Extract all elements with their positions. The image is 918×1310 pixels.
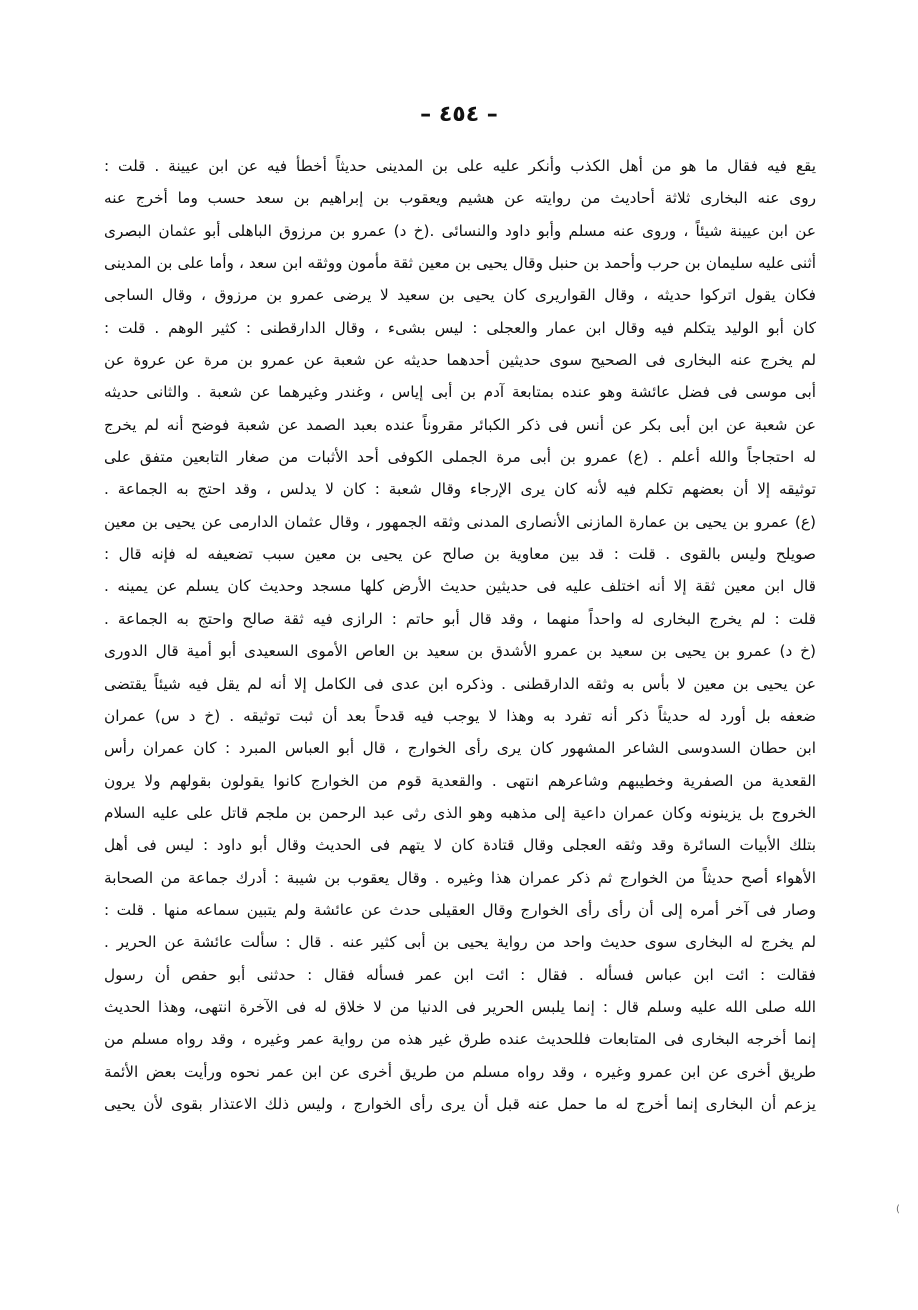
text-line: الخروج بل يزينونه وكان عمران داعية إلى مذهبه وهو الذى رثى عبد الرحمن بن ملجم قاتل على عليه السلام <box>104 803 816 822</box>
text-line: أثنى عليه سليمان بن حرب وأحمد بن حنبل وقال يحيى بن معين ثقة مأمون ووثقه ابن سعد ، وأما على بن المدينى <box>104 254 816 273</box>
text-line: قال ابن معين ثقة إلا أنه اختلف عليه فى حديثين حديث الأرض كلها مسجد وحديث كان يسلم عن يمينه . <box>104 577 816 596</box>
text-line: فكان يقول اتركوا حديثه ، وقال القواريرى كان يحيى بن سعيد لا يرضى عمرو بن مرزوق ، وقال الساجى <box>104 286 816 305</box>
text-line: (خ د) عمرو بن يحيى بن سعيد بن عمرو الأشدق بن سعيد بن العاص الأموى السعيدى أبو أمية قال الدورى <box>104 642 816 661</box>
text-line: له احتجاجاً والله أعلم . (ع) عمرو بن أبى مرة الجملى الكوفى أحد الأثبات من صغار التابعين متفق على <box>104 448 816 467</box>
text-line: القعدية من الصفرية وخطيبهم وشاعرهم انتهى . والقعدية قوم من الخوارج كانوا يقولون بقولهم ولا يرون <box>104 771 816 790</box>
text-line: روى عنه البخارى ثلاثة أحاديث من روايته عن هشيم ويعقوب بن إبراهيم بن سعد حسب وما أخرج عنه <box>104 189 816 208</box>
text-line: يزعم أن البخارى إنما أخرج له ما حمل عنه قبل أن يرى رأى الخوارج ، وليس ذلك الاعتذار بقوى لأن يحيى <box>104 1094 816 1113</box>
text-line: وصار فى آخر أمره إلى أن رأى رأى الخوارج وقال العقيلى حدث عن عائشة ولم يتبين سماعه منها . قلت : <box>104 900 816 919</box>
text-line: صويلح وليس بالقوى . قلت : قد بين معاوية بن صالح عن يحيى بن معين سبب تضعيفه له فإنه قال : <box>104 545 816 564</box>
margin-mark: ( <box>896 1204 900 1215</box>
text-line: قلت : لم يخرج البخارى له واحداً منهما ، وقد قال أبو حاتم : الرازى فيه ثقة صالح واحتج به الجماعة . <box>104 609 816 628</box>
text-line: إنما أخرجه البخارى فى المتابعات فللحديث عنده طرق غير هذه من رواية عمر وغيره ، وقد رواه مسلم من <box>104 1030 816 1049</box>
text-line: لم يخرج له البخارى سوى حديث واحد من رواية يحيى بن أبى كثير عنه . قال : سألت عائشة عن الحرير . <box>104 933 816 952</box>
text-line: ضعفه بل أورد له حديثاً ذكر أنه تفرد به وهذا لا يوجب فيه قدحاً بعد أن ثبت توثيقه . (خ د س) عمران <box>104 706 816 725</box>
text-line: فقالت : ائت ابن عباس فسأله . فقال : ائت ابن عمر فسأله فقال : حدثنى أبو حفص أن رسول <box>104 965 816 984</box>
text-line: كان أبو الوليد يتكلم فيه وقال ابن عمار والعجلى : ليس بشىء ، وقال الدارقطنى : كثير الوهم . قلت : <box>104 318 816 337</box>
text-line: أبى موسى فى فضل عائشة وهو عنده بمتابعة آدم بن أبى إياس ، وغندر وغيرهما عن شعبة . والثانى حديثه <box>104 383 816 402</box>
text-line: الله صلى الله عليه وسلم قال : إنما يلبس الحرير فى الدنيا من لا خلاق له فى الآخرة انتهى، وهذا الحديث <box>104 997 816 1016</box>
text-line: عن ابن عيينة شيئاً ، وروى عنه مسلم وأبو داود والنسائى .(خ د) عمرو بن مرزوق الباهلى أبو عثمان البصرى <box>104 221 816 240</box>
text-line: يقع فيه فقال ما هو من أهل الكذب وأنكر عليه على بن المدينى حديثاً أخطأ فيه عن ابن عيينة . قلت : <box>104 157 816 175</box>
text-line: عن شعبة عن ابن أبى بكر عن أنس فى ذكر الكبائر مقروناً عنده بعبد الصمد عن شعبة فوضح أنه لم يخرج <box>104 415 816 434</box>
text-line: ابن حطان السدوسى الشاعر المشهور كان يرى رأى الخوارج ، قال أبو العباس المبرد : كان عمران رأس <box>104 739 816 758</box>
text-line: بتلك الأبيات السائرة وقد وثقه العجلى وقال قتادة كان لا يتهم فى الحديث وقال أبو داود : ليس فى أهل <box>104 836 816 855</box>
text-line: توثيقه إلا أن بعضهم تكلم فيه لأنه كان يرى الإرجاء وقال شعبة : كان لا يدلس ، وقد احتج به الجماعة . <box>104 480 816 499</box>
page-number: – ٤٥٤ – <box>420 102 498 127</box>
page-text <box>104 150 816 1120</box>
text-line: طريق أخرى عن ابن عمرو وغيره ، وقد رواه مسلم من طريق أخرى عن ابن عمر نحوه ورأيت بعض الأئمة <box>104 1062 816 1081</box>
text-line: الأهواء أصح حديثاً من الخوارج ثم ذكر عمران هذا وغيره . وقال يعقوب بن شيبة : أدرك جماعة من الصحابة <box>104 868 816 887</box>
text-line: (ع) عمرو بن يحيى بن عمارة المازنى الأنصارى المدنى وثقه الجمهور ، وقال عثمان الدارمى عن يحيى بن معين <box>104 512 816 531</box>
text-line: عن يحيى بن معين لا بأس به وثقه الدارقطنى . وذكره ابن عدى فى الكامل إلا أنه لم يقل فيه شيئاً يقتضى <box>104 674 816 693</box>
text-line: لم يخرج عنه البخارى فى الصحيح سوى حديثين أحدهما حديثه عن شعبة عن عمرو بن مرة عن عروة عن <box>104 351 816 370</box>
